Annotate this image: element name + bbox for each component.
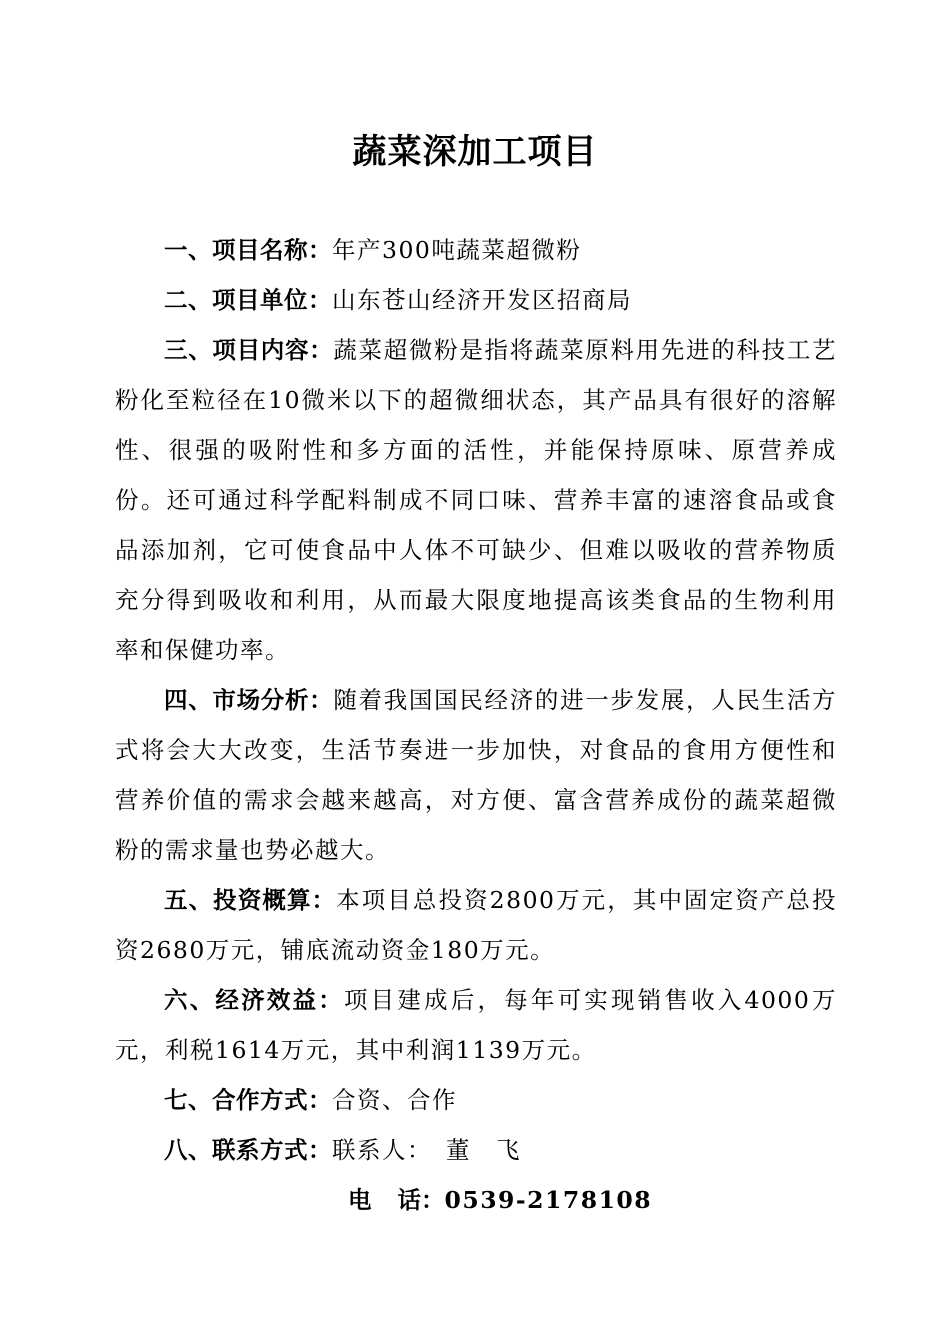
document-body (115, 225, 837, 1225)
contact-phone-line (115, 1175, 837, 1225)
section-label: 五、投资概算： (164, 886, 337, 914)
section-text: 本项目总投资2800万元，其中固定资产总投资2680万元，铺底流动资金180万元。 (115, 886, 837, 964)
section-label: 一、项目名称： (164, 236, 332, 264)
section-text: 项目建成后，每年可实现销售收入4000万元，利税1614万元，其中利润1139万元。 (115, 986, 838, 1064)
contact-phone-number: 0539-2178108 (444, 1186, 653, 1214)
section-label: 四、市场分析： (164, 686, 334, 714)
section-text: 随着我国国民经济的进一步发展，人民生活方式将会大大改变，生活节奏进一步加快，对食品的食用方便性和营养价值的需求会越来越高，对方便、富含营养成份的蔬菜超微粉的需求量也势必越大。 (115, 686, 838, 864)
section-text: 合资、合作 (332, 1086, 457, 1114)
section-label: 八、联系方式： (164, 1136, 332, 1164)
section-text: 年产300吨蔬菜超微粉 (332, 236, 582, 264)
section-market-analysis (115, 675, 837, 875)
section-cooperation-mode (115, 1075, 837, 1125)
phone-label-char-1: 电 (348, 1186, 372, 1214)
section-text: 山东苍山经济开发区招商局 (332, 286, 632, 314)
section-economic-benefit (115, 975, 837, 1075)
section-project-content (115, 325, 837, 675)
section-contact (115, 1125, 837, 1175)
section-investment-estimate (115, 875, 837, 975)
contact-person-name: 董 飞 (446, 1136, 521, 1164)
section-label: 三、项目内容： (164, 336, 334, 364)
contact-person-label: 联系人： (332, 1136, 432, 1164)
section-text: 蔬菜超微粉是指将蔬菜原料用先进的科技工艺粉化至粒径在10微米以下的超微细状态，其产品具有很好的溶解性、很强的吸附性和多方面的活性，并能保持原味、原营养成份。还可通过科学配料制成不同口味、营养丰富的速溶食品或食品添加剂，它可使食品中人体不可缺少、但难以吸收的营养物质充分得到吸收和利用，从而最大限度地提高该类食品的生物利用率和保健功率。 (115, 336, 838, 664)
section-label: 七、合作方式： (164, 1086, 332, 1114)
phone-label-char-2: 话： (397, 1186, 445, 1214)
section-label: 六、经济效益： (164, 986, 344, 1014)
section-project-unit (115, 275, 837, 325)
document-title: 蔬菜深加工项目 (352, 132, 598, 172)
section-label: 二、项目单位： (164, 286, 332, 314)
section-project-name (115, 225, 837, 275)
